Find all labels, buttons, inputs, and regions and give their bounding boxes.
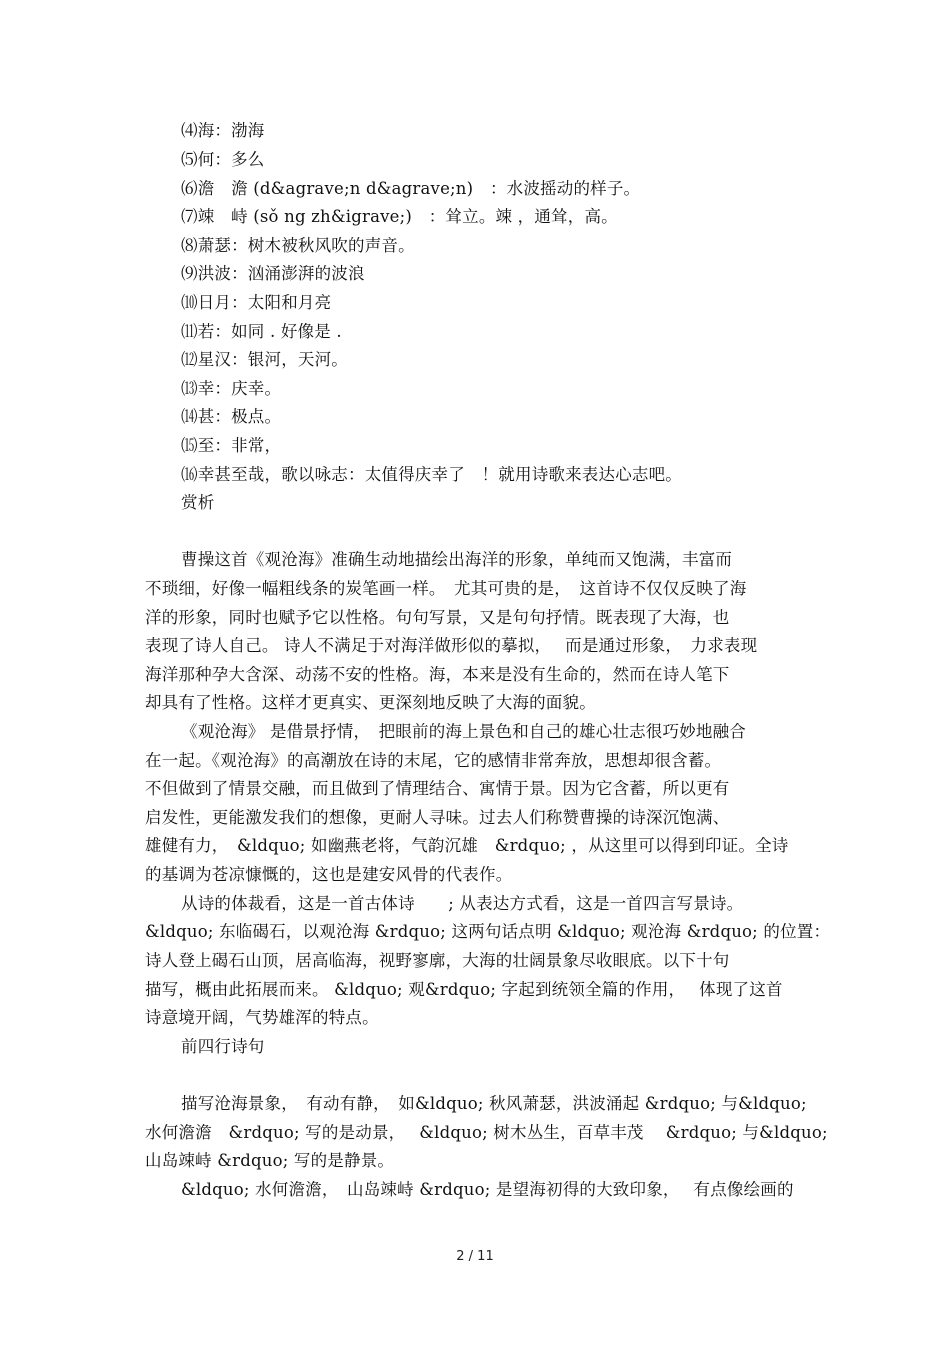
note-line: ⑿星汉：银河，天河。 <box>181 350 348 369</box>
paragraph-line: 不琐细，好像一幅粗线条的炭笔画一样。 尤其可贵的是， 这首诗不仅仅反映了海 <box>145 579 747 598</box>
paragraph-line: 诗人登上碣石山顶，居高临海，视野寥廓，大海的壮阔景象尽收眼底。以下十句 <box>145 951 730 970</box>
paragraph-line: 水何澹澹 &rdquo; 写的是动景， &ldquo; 树木丛生，百草丰茂 &rdquo; 与&ldquo; <box>145 1123 828 1142</box>
note-line: ⑸何：多么 <box>181 150 265 169</box>
note-line: ⑺竦 峙 (sǒ ng zh&igrave;) ：耸立。竦 ，通耸，高。 <box>181 207 618 226</box>
paragraph-line: 诗意境开阔，气势雄浑的特点。 <box>145 1008 379 1027</box>
paragraph-line: 的基调为苍凉慷慨的，这也是建安风骨的代表作。 <box>145 865 513 884</box>
note-line: ⒁甚：极点。 <box>181 407 282 426</box>
paragraph-line: 描写沧海景象， 有动有静， 如&ldquo; 秋风萧瑟，洪波涌起 &rdquo; 与&ldquo; <box>181 1094 807 1113</box>
paragraph-line: 曹操这首《观沧海》准确生动地描绘出海洋的形象，单纯而又饱满，丰富而 <box>181 550 733 569</box>
paragraph-line: 在一起。《观沧海》的高潮放在诗的末尾，它的感情非常奔放，思想却很含蓄。 <box>145 751 722 770</box>
paragraph-line: 表现了诗人自己。 诗人不满足于对海洋做形似的摹拟， 而是通过形象， 力求表现 <box>145 636 758 655</box>
section-heading-first-four-lines: 前四行诗句 <box>181 1037 265 1056</box>
paragraph-line: 不但做到了情景交融，而且做到了情理结合、寓情于景。因为它含蓄，所以更有 <box>145 779 730 798</box>
note-line: ⑹澹 澹 (d&agrave;n d&agrave;n) ：水波摇动的样子。 <box>181 179 641 198</box>
paragraph-line: 描写，概由此拓展而来。 &ldquo; 观&rdquo; 字起到统领全篇的作用， 体现了这首 <box>145 980 783 999</box>
note-line: ⒀幸：庆幸。 <box>181 379 282 398</box>
page-number: 2 / 11 <box>456 1249 494 1264</box>
paragraph-line: 启发性，更能激发我们的想像，更耐人寻味。过去人们称赞曹操的诗深沉饱满、 <box>145 808 730 827</box>
note-line: ⑽日月：太阳和月亮 <box>181 293 332 312</box>
paragraph-line: 山岛竦峙 &rdquo; 写的是静景。 <box>145 1151 395 1170</box>
paragraph-line: 雄健有力， &ldquo; 如幽燕老将，气韵沉雄 &rdquo; ，从这里可以得到印证。全诗 <box>145 836 789 855</box>
note-line: ⒃幸甚至哉，歌以咏志：太值得庆幸了 ！就用诗歌来表达心志吧。 <box>181 465 682 484</box>
paragraph-line: &ldquo; 水何澹澹， 山岛竦峙 &rdquo; 是望海初得的大致印象， 有点像绘画的 <box>181 1180 794 1199</box>
paragraph-line: &ldquo; 东临碣石，以观沧海 &rdquo; 这两句话点明 &ldquo; 观沧海 &rdquo; 的位置： <box>145 922 831 941</box>
note-line: ⑻萧瑟：树木被秋风吹的声音。 <box>181 236 415 255</box>
section-heading-appreciation: 赏析 <box>181 493 215 512</box>
paragraph-line: 《观沧海》 是借景抒情， 把眼前的海上景色和自己的雄心壮志很巧妙地融合 <box>181 722 746 741</box>
note-line: ⑾若：如同 . 好像是 . <box>181 322 342 341</box>
note-line: ⑼洪波：汹涌澎湃的波浪 <box>181 264 365 283</box>
paragraph-line: 从诗的体裁看，这是一首古体诗 ; 从表达方式看，这是一首四言写景诗。 <box>181 894 744 913</box>
paragraph-line: 洋的形象，同时也赋予它以性格。句句写景，又是句句抒情。既表现了大海，也 <box>145 608 730 627</box>
note-line: ⒂至：非常， <box>181 436 282 455</box>
paragraph-line: 却具有了性格。这样才更真实、更深刻地反映了大海的面貌。 <box>145 693 596 712</box>
note-line: ⑷海：渤海 <box>181 121 265 140</box>
paragraph-line: 海洋那种孕大含深、动荡不安的性格。海，本来是没有生命的，然而在诗人笔下 <box>145 665 730 684</box>
